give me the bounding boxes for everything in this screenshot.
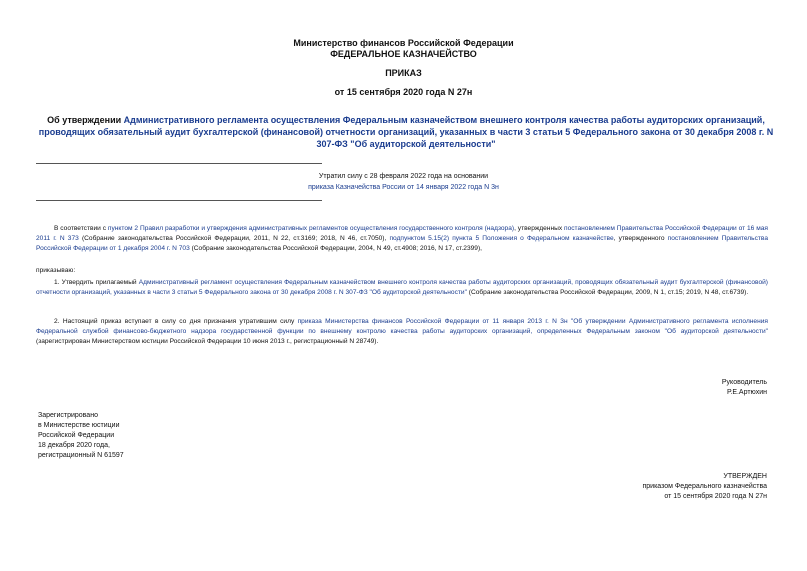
- resolution-703-link[interactable]: постановлением Правительства Российской Федерации от 1 декабря 2004 г. N 703: [36, 235, 768, 252]
- ministry-heading: Министерство финансов Российской Федерации: [293, 38, 514, 48]
- approval-line-2: приказом Федерального казначейства: [642, 483, 767, 490]
- treasury-heading: ФЕДЕРАЛЬНОЕ КАЗНАЧЕЙСТВО: [330, 49, 477, 59]
- registration-line-4: 18 декабря 2020 года,: [38, 442, 110, 449]
- subitem-link[interactable]: подпунктом 5.15(2) пункта 5 Положения о Федеральном казначействе: [389, 235, 614, 242]
- status-line: Утратил силу с 28 февраля 2022 года на основании: [318, 173, 489, 180]
- resolution-373-link[interactable]: постановлением Правительства Российской Федерации от 16 мая 2011 г. N 373: [36, 225, 768, 242]
- rules-link[interactable]: пунктом 2 Правил разработки и утверждения административных регламентов осуществления государственного контроля (надзора): [107, 225, 515, 232]
- signature-role: Руководитель: [721, 379, 767, 386]
- doc-date: от 15 сентября 2020 года N 27н: [334, 87, 473, 97]
- preamble-text-3: (Собрание законодательства Российской Федерации, 2011, N 22, ст.3169; 2018, N 46, ст.7050),: [78, 235, 390, 242]
- preamble-text-2: , утвержденных: [514, 225, 565, 232]
- item-2-text-2: (зарегистрирован Министерством юстиции Российской Федерации 10 июня 2013 г., регистрационный N 28749).: [36, 338, 379, 345]
- item-2-paragraph: [36, 317, 768, 347]
- order-word: приказываю:: [36, 267, 76, 274]
- regulation-link[interactable]: Административный регламент осуществления Федеральным казначейством внешнего контроля качества работы аудиторских организаций, проводящих обязательный аудит бухгалтерской (финансовой) отчетности организаций, указанных в части 3 статьи 5 Федерального закона от 30 декабря 2008 г. N 307-ФЗ "Об аудиторской деятельности": [36, 279, 768, 296]
- title-regulation-link[interactable]: Административного регламента осуществления Федеральным казначейством внешнего контроля качества работы аудиторских организаций, проводящих обязательный аудит бухгалтерской (финансовой) отчетности организаций, указанных в части 3 статьи 5 Федерального закона от 30 декабря 2008 г. N 307-ФЗ "Об аудиторской деятельности": [38, 115, 774, 149]
- preamble-paragraph: [36, 224, 768, 254]
- divider-top: [36, 163, 322, 164]
- registration-line-1: Зарегистрировано: [38, 412, 98, 419]
- signature-block: [722, 378, 767, 398]
- approval-line-1: УТВЕРЖДЕН: [723, 473, 767, 480]
- doc-type: ПРИКАЗ: [385, 68, 422, 78]
- registration-line-3: Российской Федерации: [38, 432, 115, 439]
- minfin-order-link[interactable]: приказа Министерства финансов Российской Федерации от 11 января 2013 г. N 3н "Об утверждении Административного регламента исполнения Федеральной службой финансово-бюджетного надзора государственной функции по внешнему контролю качества работы аудиторских организаций, определенных Федеральным законом "Об аудиторской деятельности": [36, 318, 768, 335]
- repeal-order-link[interactable]: приказа Казначейства России от 14 января 2022 года N 3н: [308, 184, 499, 191]
- approval-block: [643, 472, 768, 502]
- item-2-text-1: 2. Настоящий приказ вступает в силу со дня признания утратившим силу: [54, 318, 298, 325]
- title-prefix: Об утверждении: [47, 115, 124, 125]
- signature-name: Р.Е.Артюхин: [727, 389, 767, 396]
- registration-line-5: регистрационный N 61597: [38, 452, 124, 459]
- preamble-text-1: В соответствии с: [54, 225, 108, 232]
- item-1-text-2: (Собрание законодательства Российской Федерации, 2009, N 1, ст.15; 2019, N 48, ст.6739).: [466, 289, 749, 296]
- registration-block: [38, 411, 124, 461]
- registration-line-2: в Министерстве юстиции: [38, 422, 120, 429]
- document-title: [36, 114, 776, 150]
- divider-bottom: [36, 200, 322, 201]
- item-1-paragraph: [36, 278, 768, 298]
- preamble-text-4: , утвержденного: [613, 235, 668, 242]
- approval-line-3: от 15 сентября 2020 года N 27н: [664, 493, 767, 500]
- preamble-text-5: (Собрание законодательства Российской Федерации, 2004, N 49, ст.4908; 2016, N 17, ст.2399),: [189, 245, 482, 252]
- item-1-text-1: 1. Утвердить прилагаемый: [54, 279, 139, 286]
